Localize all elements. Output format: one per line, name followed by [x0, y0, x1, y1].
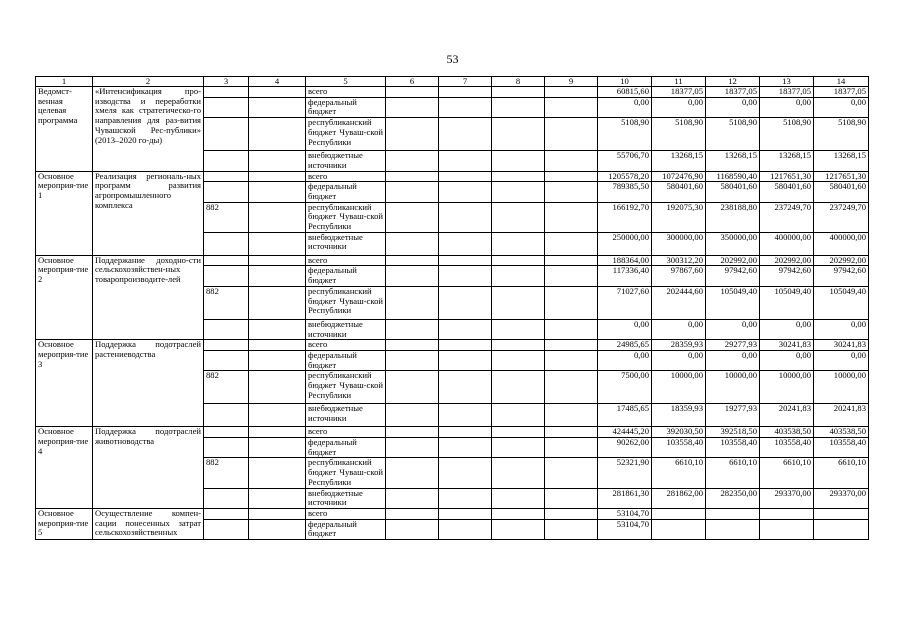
value-cell-col12: 392518,50 [706, 427, 760, 438]
value-cell-col13: 403538,50 [760, 427, 814, 438]
column-header-14: 14 [814, 77, 869, 87]
empty-cell [439, 350, 492, 370]
value-cell-col12: 13268,15 [706, 151, 760, 171]
code-cell: 882 [204, 286, 249, 319]
funding-source-cell: внебюджетные источники [306, 319, 386, 339]
empty-cell [386, 404, 439, 427]
empty-cell [545, 519, 598, 539]
empty-cell [249, 438, 306, 458]
empty-cell [439, 151, 492, 171]
value-cell-col11: 202444,60 [652, 286, 706, 319]
empty-cell [249, 371, 306, 404]
empty-cell [386, 266, 439, 286]
value-cell-col12: 10000,00 [706, 371, 760, 404]
empty-cell [545, 118, 598, 151]
empty-cell [492, 404, 545, 427]
value-cell-col10: 0,00 [598, 350, 652, 370]
empty-cell [249, 202, 306, 232]
value-cell-col13: 5108,90 [760, 118, 814, 151]
empty-cell [386, 286, 439, 319]
value-cell-col13: 202992,00 [760, 255, 814, 266]
value-cell-col14: 105049,40 [814, 286, 869, 319]
value-cell-col13: 20241,83 [760, 404, 814, 427]
value-cell-col10: 24985,65 [598, 340, 652, 351]
value-cell-col14: 0,00 [814, 97, 869, 117]
value-cell-col10: 281861,30 [598, 488, 652, 508]
value-cell-col10: 5108,90 [598, 118, 652, 151]
measure-name-cell: Реализация региональ-ных программ развития агропромышленного комплекса [93, 171, 204, 255]
empty-cell [249, 319, 306, 339]
measure-type-cell: Основное мероприя-тие 2 [36, 255, 93, 340]
value-cell-col10: 60815,60 [598, 87, 652, 98]
value-cell-col14: 6610,10 [814, 458, 869, 488]
value-cell-col12: 0,00 [706, 319, 760, 339]
value-cell-col13: 105049,40 [760, 286, 814, 319]
empty-cell [249, 266, 306, 286]
empty-cell [545, 404, 598, 427]
value-cell-col13: 293370,00 [760, 488, 814, 508]
code-cell: 882 [204, 202, 249, 232]
value-cell-col14: 1217651,30 [814, 171, 869, 182]
value-cell-col12: 0,00 [706, 350, 760, 370]
value-cell-col10: 7500,00 [598, 371, 652, 404]
empty-cell [386, 319, 439, 339]
empty-cell [386, 255, 439, 266]
empty-cell [545, 371, 598, 404]
empty-cell [439, 458, 492, 488]
empty-cell [386, 182, 439, 202]
code-cell [204, 404, 249, 427]
value-cell-col11: 0,00 [652, 319, 706, 339]
empty-cell [492, 438, 545, 458]
value-cell-col12 [706, 508, 760, 519]
value-cell-col11: 392030,50 [652, 427, 706, 438]
code-cell [204, 350, 249, 370]
empty-cell [249, 340, 306, 351]
value-cell-col11: 13268,15 [652, 151, 706, 171]
value-cell-col12 [706, 519, 760, 539]
empty-cell [249, 232, 306, 255]
code-cell [204, 232, 249, 255]
value-cell-col12: 29277,93 [706, 340, 760, 351]
value-cell-col14: 10000,00 [814, 371, 869, 404]
column-header-7: 7 [439, 77, 492, 87]
value-cell-col13: 6610,10 [760, 458, 814, 488]
measure-type-cell: Основное мероприя-тие 3 [36, 340, 93, 427]
empty-cell [249, 427, 306, 438]
funding-source-cell: всего [306, 508, 386, 519]
value-cell-col11: 97867,60 [652, 266, 706, 286]
code-cell [204, 508, 249, 519]
column-header-12: 12 [706, 77, 760, 87]
empty-cell [249, 458, 306, 488]
measure-name-cell: Поддержание доходно-сти сельскохозяйствен-ных товаропроизводите-лей [93, 255, 204, 340]
table-row [36, 255, 869, 266]
empty-cell [386, 87, 439, 98]
value-cell-col12: 105049,40 [706, 286, 760, 319]
value-cell-col10: 166192,70 [598, 202, 652, 232]
empty-cell [439, 438, 492, 458]
value-cell-col13 [760, 519, 814, 539]
value-cell-col14: 20241,83 [814, 404, 869, 427]
empty-cell [439, 340, 492, 351]
measure-name-cell: «Интенсификация про-изводства и переработки хмеля как стратегическо-го направления для раз-вития Чувашской Рес-публики» (2013–2020 го-ды) [93, 87, 204, 172]
code-cell [204, 97, 249, 117]
code-cell: 882 [204, 371, 249, 404]
empty-cell [545, 458, 598, 488]
empty-cell [386, 171, 439, 182]
value-cell-col11: 18377,05 [652, 87, 706, 98]
value-cell-col14: 0,00 [814, 350, 869, 370]
funding-source-cell: внебюджетные источники [306, 232, 386, 255]
funding-source-cell: республиканский бюджет Чуваш-ской Республики [306, 202, 386, 232]
funding-source-cell: республиканский бюджет Чуваш-ской Республики [306, 371, 386, 404]
empty-cell [439, 427, 492, 438]
empty-cell [545, 255, 598, 266]
funding-source-cell: федеральный бюджет [306, 519, 386, 539]
value-cell-col12: 238188,80 [706, 202, 760, 232]
empty-cell [492, 255, 545, 266]
column-header-5: 5 [306, 77, 386, 87]
empty-cell [492, 350, 545, 370]
empty-cell [439, 404, 492, 427]
value-cell-col14: 30241,83 [814, 340, 869, 351]
value-cell-col11 [652, 519, 706, 539]
value-cell-col12: 282350,00 [706, 488, 760, 508]
value-cell-col13: 0,00 [760, 350, 814, 370]
value-cell-col14: 400000,00 [814, 232, 869, 255]
empty-cell [439, 232, 492, 255]
header-row [36, 77, 869, 87]
column-header-8: 8 [492, 77, 545, 87]
value-cell-col10: 1205578,20 [598, 171, 652, 182]
funding-source-cell: внебюджетные источники [306, 151, 386, 171]
value-cell-col14: 202992,00 [814, 255, 869, 266]
empty-cell [439, 97, 492, 117]
empty-cell [439, 87, 492, 98]
code-cell [204, 255, 249, 266]
measure-name-cell: Поддержка подотраслей растениеводства [93, 340, 204, 427]
value-cell-col12: 5108,90 [706, 118, 760, 151]
value-cell-col13: 400000,00 [760, 232, 814, 255]
code-cell [204, 171, 249, 182]
value-cell-col14: 97942,60 [814, 266, 869, 286]
value-cell-col12: 103558,40 [706, 438, 760, 458]
empty-cell [439, 488, 492, 508]
value-cell-col13: 1217651,30 [760, 171, 814, 182]
empty-cell [545, 319, 598, 339]
empty-cell [386, 97, 439, 117]
empty-cell [249, 97, 306, 117]
empty-cell [249, 151, 306, 171]
empty-cell [249, 286, 306, 319]
value-cell-col10: 53104,70 [598, 519, 652, 539]
column-header-6: 6 [386, 77, 439, 87]
value-cell-col10: 188364,00 [598, 255, 652, 266]
empty-cell [386, 371, 439, 404]
empty-cell [249, 87, 306, 98]
empty-cell [386, 151, 439, 171]
empty-cell [439, 319, 492, 339]
funding-source-cell: всего [306, 427, 386, 438]
funding-source-cell: внебюджетные источники [306, 404, 386, 427]
value-cell-col12: 580401,60 [706, 182, 760, 202]
measure-type-cell: Ведомст-венная целевая программа [36, 87, 93, 172]
empty-cell [492, 371, 545, 404]
empty-cell [439, 508, 492, 519]
empty-cell [545, 286, 598, 319]
value-cell-col13 [760, 508, 814, 519]
value-cell-col10: 17485,65 [598, 404, 652, 427]
code-cell [204, 266, 249, 286]
value-cell-col14: 0,00 [814, 319, 869, 339]
value-cell-col14: 293370,00 [814, 488, 869, 508]
empty-cell [386, 350, 439, 370]
value-cell-col10: 52321,90 [598, 458, 652, 488]
value-cell-col11: 192075,30 [652, 202, 706, 232]
empty-cell [492, 266, 545, 286]
code-cell [204, 488, 249, 508]
code-cell [204, 87, 249, 98]
value-cell-col12: 19277,93 [706, 404, 760, 427]
empty-cell [545, 232, 598, 255]
empty-cell [249, 182, 306, 202]
empty-cell [492, 232, 545, 255]
empty-cell [492, 97, 545, 117]
empty-cell [386, 118, 439, 151]
column-header-4: 4 [249, 77, 306, 87]
empty-cell [439, 266, 492, 286]
value-cell-col11: 10000,00 [652, 371, 706, 404]
measure-name-cell: Осуществление компен-сации понесенных затрат сельскохозяйственных [93, 508, 204, 539]
value-cell-col14: 18377,05 [814, 87, 869, 98]
value-cell-col12: 18377,05 [706, 87, 760, 98]
empty-cell [492, 319, 545, 339]
code-cell [204, 438, 249, 458]
value-cell-col13: 10000,00 [760, 371, 814, 404]
funding-source-cell: федеральный бюджет [306, 97, 386, 117]
value-cell-col13: 580401,60 [760, 182, 814, 202]
empty-cell [386, 427, 439, 438]
empty-cell [492, 488, 545, 508]
value-cell-col10: 71027,60 [598, 286, 652, 319]
funding-source-cell: всего [306, 255, 386, 266]
funding-source-cell: республиканский бюджет Чуваш-ской Республики [306, 118, 386, 151]
value-cell-col12: 6610,10 [706, 458, 760, 488]
empty-cell [439, 202, 492, 232]
value-cell-col11: 300000,00 [652, 232, 706, 255]
empty-cell [386, 438, 439, 458]
value-cell-col11: 5108,90 [652, 118, 706, 151]
value-cell-col11: 300312,20 [652, 255, 706, 266]
measure-type-cell: Основное мероприя-тие 4 [36, 427, 93, 509]
empty-cell [492, 458, 545, 488]
empty-cell [545, 182, 598, 202]
value-cell-col12: 202992,00 [706, 255, 760, 266]
empty-cell [492, 151, 545, 171]
empty-cell [492, 182, 545, 202]
empty-cell [545, 171, 598, 182]
value-cell-col13: 103558,40 [760, 438, 814, 458]
table-row [36, 171, 869, 182]
value-cell-col11: 18359,93 [652, 404, 706, 427]
value-cell-col11: 6610,10 [652, 458, 706, 488]
value-cell-col11: 28359,93 [652, 340, 706, 351]
funding-source-cell: федеральный бюджет [306, 266, 386, 286]
value-cell-col10: 53104,70 [598, 508, 652, 519]
empty-cell [492, 87, 545, 98]
measure-type-cell: Основное мероприя-тие 5 [36, 508, 93, 539]
empty-cell [492, 118, 545, 151]
column-header-10: 10 [598, 77, 652, 87]
value-cell-col12: 1168590,40 [706, 171, 760, 182]
empty-cell [249, 519, 306, 539]
column-header-1: 1 [36, 77, 93, 87]
empty-cell [492, 286, 545, 319]
value-cell-col11: 580401,60 [652, 182, 706, 202]
empty-cell [439, 286, 492, 319]
empty-cell [249, 508, 306, 519]
code-cell [204, 151, 249, 171]
value-cell-col10: 424445,20 [598, 427, 652, 438]
value-cell-col13: 237249,70 [760, 202, 814, 232]
empty-cell [249, 171, 306, 182]
measure-name-cell: Поддержка подотраслей животноводства [93, 427, 204, 509]
empty-cell [439, 118, 492, 151]
value-cell-col12: 97942,60 [706, 266, 760, 286]
value-cell-col14: 237249,70 [814, 202, 869, 232]
empty-cell [386, 202, 439, 232]
empty-cell [439, 519, 492, 539]
column-header-2: 2 [93, 77, 204, 87]
value-cell-col11: 103558,40 [652, 438, 706, 458]
empty-cell [386, 340, 439, 351]
value-cell-col13: 18377,05 [760, 87, 814, 98]
code-cell: 882 [204, 458, 249, 488]
column-header-9: 9 [545, 77, 598, 87]
empty-cell [386, 458, 439, 488]
value-cell-col13: 13268,15 [760, 151, 814, 171]
code-cell [204, 118, 249, 151]
empty-cell [492, 508, 545, 519]
budget-table [35, 76, 869, 540]
empty-cell [545, 438, 598, 458]
empty-cell [545, 508, 598, 519]
funding-source-cell: федеральный бюджет [306, 350, 386, 370]
value-cell-col11: 0,00 [652, 350, 706, 370]
empty-cell [439, 371, 492, 404]
empty-cell [249, 255, 306, 266]
empty-cell [439, 255, 492, 266]
value-cell-col13: 97942,60 [760, 266, 814, 286]
funding-source-cell: республиканский бюджет Чуваш-ской Республики [306, 286, 386, 319]
value-cell-col14: 5108,90 [814, 118, 869, 151]
column-header-11: 11 [652, 77, 706, 87]
empty-cell [545, 340, 598, 351]
empty-cell [545, 202, 598, 232]
empty-cell [545, 266, 598, 286]
empty-cell [545, 97, 598, 117]
value-cell-col10: 0,00 [598, 319, 652, 339]
empty-cell [249, 350, 306, 370]
value-cell-col13: 30241,83 [760, 340, 814, 351]
value-cell-col10: 90262,00 [598, 438, 652, 458]
empty-cell [545, 427, 598, 438]
table-row [36, 340, 869, 351]
empty-cell [492, 202, 545, 232]
empty-cell [249, 404, 306, 427]
value-cell-col10: 0,00 [598, 97, 652, 117]
code-cell [204, 427, 249, 438]
empty-cell [439, 182, 492, 202]
funding-source-cell: федеральный бюджет [306, 438, 386, 458]
measure-type-cell: Основное мероприя-тие 1 [36, 171, 93, 255]
value-cell-col10: 55706,70 [598, 151, 652, 171]
funding-source-cell: федеральный бюджет [306, 182, 386, 202]
empty-cell [386, 232, 439, 255]
empty-cell [249, 488, 306, 508]
empty-cell [492, 340, 545, 351]
funding-source-cell: всего [306, 171, 386, 182]
value-cell-col14: 403538,50 [814, 427, 869, 438]
value-cell-col14: 580401,60 [814, 182, 869, 202]
empty-cell [545, 87, 598, 98]
value-cell-col12: 350000,00 [706, 232, 760, 255]
empty-cell [492, 427, 545, 438]
table-row [36, 427, 869, 438]
empty-cell [492, 171, 545, 182]
empty-cell [545, 488, 598, 508]
table-row [36, 87, 869, 98]
empty-cell [545, 151, 598, 171]
value-cell-col12: 0,00 [706, 97, 760, 117]
value-cell-col10: 789385,50 [598, 182, 652, 202]
funding-source-cell: внебюджетные источники [306, 488, 386, 508]
value-cell-col11: 281862,00 [652, 488, 706, 508]
code-cell [204, 319, 249, 339]
empty-cell [386, 508, 439, 519]
value-cell-col14: 13268,15 [814, 151, 869, 171]
value-cell-col11: 0,00 [652, 97, 706, 117]
value-cell-col11: 1072476,90 [652, 171, 706, 182]
code-cell [204, 519, 249, 539]
table-row [36, 508, 869, 519]
value-cell-col10: 117336,40 [598, 266, 652, 286]
column-header-3: 3 [204, 77, 249, 87]
empty-cell [492, 519, 545, 539]
empty-cell [386, 488, 439, 508]
value-cell-col10: 250000,00 [598, 232, 652, 255]
funding-source-cell: республиканский бюджет Чуваш-ской Республики [306, 458, 386, 488]
funding-source-cell: всего [306, 87, 386, 98]
value-cell-col13: 0,00 [760, 97, 814, 117]
value-cell-col13: 0,00 [760, 319, 814, 339]
value-cell-col14 [814, 519, 869, 539]
value-cell-col14: 103558,40 [814, 438, 869, 458]
empty-cell [545, 350, 598, 370]
empty-cell [439, 171, 492, 182]
code-cell [204, 182, 249, 202]
code-cell [204, 340, 249, 351]
funding-source-cell: всего [306, 340, 386, 351]
column-header-13: 13 [760, 77, 814, 87]
value-cell-col11 [652, 508, 706, 519]
empty-cell [386, 519, 439, 539]
value-cell-col14 [814, 508, 869, 519]
empty-cell [249, 118, 306, 151]
page-number: 53 [446, 52, 459, 66]
